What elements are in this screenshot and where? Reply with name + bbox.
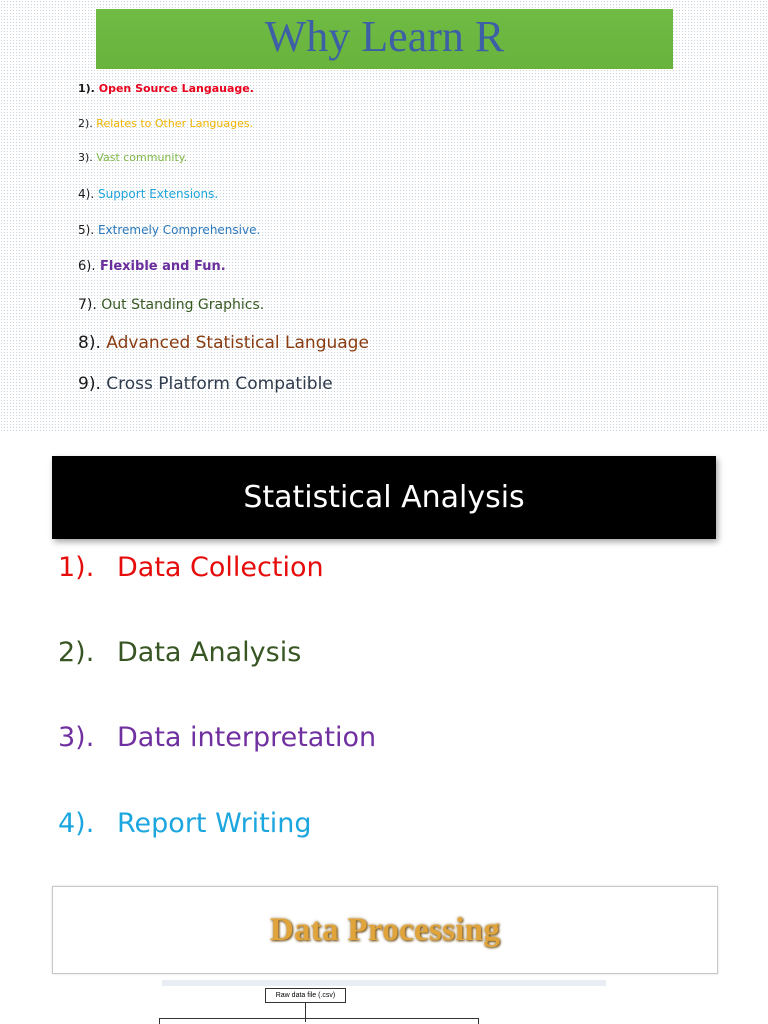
reason-number: 5). xyxy=(78,223,95,237)
step-number: 4). xyxy=(58,808,95,839)
step-number: 1). xyxy=(58,552,95,583)
slide-title: Why Learn R xyxy=(264,12,505,61)
flowchart-connector xyxy=(159,1018,479,1019)
step-item xyxy=(58,554,324,581)
reason-item xyxy=(78,83,254,94)
reason-number: 2). xyxy=(78,117,93,130)
reason-text: Vast community. xyxy=(96,151,188,164)
reason-number: 3). xyxy=(78,151,93,164)
step-text: Report Writing xyxy=(117,808,312,839)
reason-text: Flexible and Fun. xyxy=(100,259,226,274)
reason-text: Out Standing Graphics. xyxy=(101,297,265,313)
reason-text: Relates to Other Languages. xyxy=(96,117,254,130)
slide-data-processing xyxy=(0,868,768,1024)
step-item xyxy=(58,724,376,751)
reason-text: Extremely Comprehensive. xyxy=(97,223,261,237)
reason-item xyxy=(78,260,226,273)
step-text: Data Analysis xyxy=(117,637,302,668)
reason-item xyxy=(78,152,187,163)
reason-item xyxy=(78,298,264,312)
reason-number: 8). xyxy=(78,333,101,353)
flowchart-strip xyxy=(162,980,606,986)
reason-item xyxy=(78,335,369,352)
reason-text: Cross Platform Compatible xyxy=(106,374,333,394)
data-processing-title: Data Processing xyxy=(269,911,501,948)
step-number: 3). xyxy=(58,722,95,753)
reason-item xyxy=(78,118,253,129)
reason-text: Open Source Langauage. xyxy=(98,82,254,95)
step-item xyxy=(58,810,312,837)
flowchart-node-raw-data: Raw data file (.csv) xyxy=(265,988,346,1003)
title-banner xyxy=(96,9,673,69)
flowchart-connector xyxy=(159,1018,160,1024)
step-number: 2). xyxy=(58,637,95,668)
flowchart-connector xyxy=(478,1018,479,1024)
step-item xyxy=(58,639,301,666)
slide-statistical-analysis xyxy=(0,432,768,868)
reason-item xyxy=(78,224,260,236)
step-text: Data Collection xyxy=(117,552,324,583)
reason-text: Advanced Statistical Language xyxy=(106,333,369,353)
section-header-title: Statistical Analysis xyxy=(243,480,525,515)
data-processing-title-box xyxy=(52,886,718,974)
reason-number: 1). xyxy=(78,82,95,95)
section-header xyxy=(52,456,716,539)
reason-number: 9). xyxy=(78,374,101,394)
reason-item xyxy=(78,376,333,393)
reason-text: Support Extensions. xyxy=(97,187,219,201)
reason-item xyxy=(78,188,218,200)
reason-number: 6). xyxy=(78,259,96,274)
reason-number: 4). xyxy=(78,187,95,201)
step-text: Data interpretation xyxy=(117,722,377,753)
flowchart-connector xyxy=(305,1002,306,1022)
reason-number: 7). xyxy=(78,297,97,313)
slide-why-learn-r xyxy=(0,0,768,432)
